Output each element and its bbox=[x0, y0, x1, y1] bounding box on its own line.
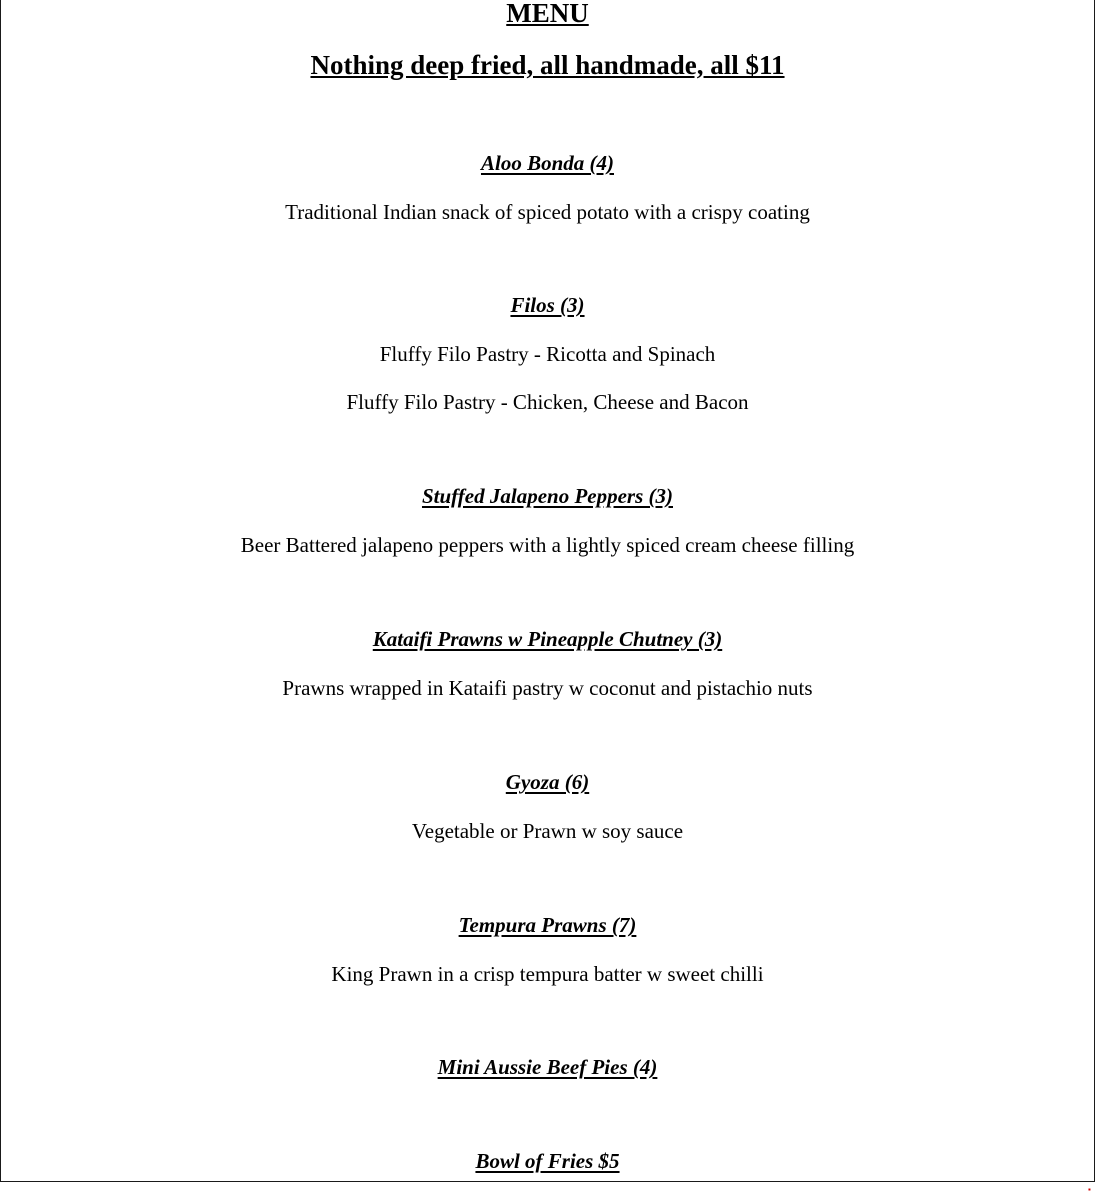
menu-item-name: Aloo Bonda (4) bbox=[480, 151, 614, 175]
menu-item-description: Prawns wrapped in Kataifi pastry w coconut and pistachio nuts bbox=[282, 676, 813, 700]
menu-item-name: Kataifi Prawns w Pineapple Chutney (3) bbox=[372, 627, 723, 651]
menu-item-description: Vegetable or Prawn w soy sauce bbox=[411, 819, 684, 843]
menu-item-description: Fluffy Filo Pastry - Chicken, Cheese and Bacon bbox=[346, 390, 749, 414]
menu-item-name: Bowl of Fries $5 bbox=[475, 1149, 620, 1173]
menu-item-description: Traditional Indian snack of spiced potato with a crispy coating bbox=[285, 200, 810, 224]
menu-item-name: Tempura Prawns (7) bbox=[458, 913, 637, 937]
menu-item-description: Beer Battered jalapeno peppers with a lightly spiced cream cheese filling bbox=[240, 533, 855, 557]
menu-item-description: King Prawn in a crisp tempura batter w sweet chilli bbox=[331, 962, 764, 986]
menu-item-name: Mini Aussie Beef Pies (4) bbox=[437, 1055, 658, 1079]
menu-title: MENU bbox=[506, 0, 589, 28]
menu-item-name: Stuffed Jalapeno Peppers (3) bbox=[421, 484, 673, 508]
menu-subtitle: Nothing deep fried, all handmade, all $11 bbox=[310, 50, 785, 80]
menu-item-name: Gyoza (6) bbox=[505, 770, 590, 794]
page-marker-icon: ▪ bbox=[1088, 1185, 1091, 1194]
menu-item-name: Filos (3) bbox=[510, 293, 585, 317]
menu-item-description: Fluffy Filo Pastry - Ricotta and Spinach bbox=[379, 342, 716, 366]
